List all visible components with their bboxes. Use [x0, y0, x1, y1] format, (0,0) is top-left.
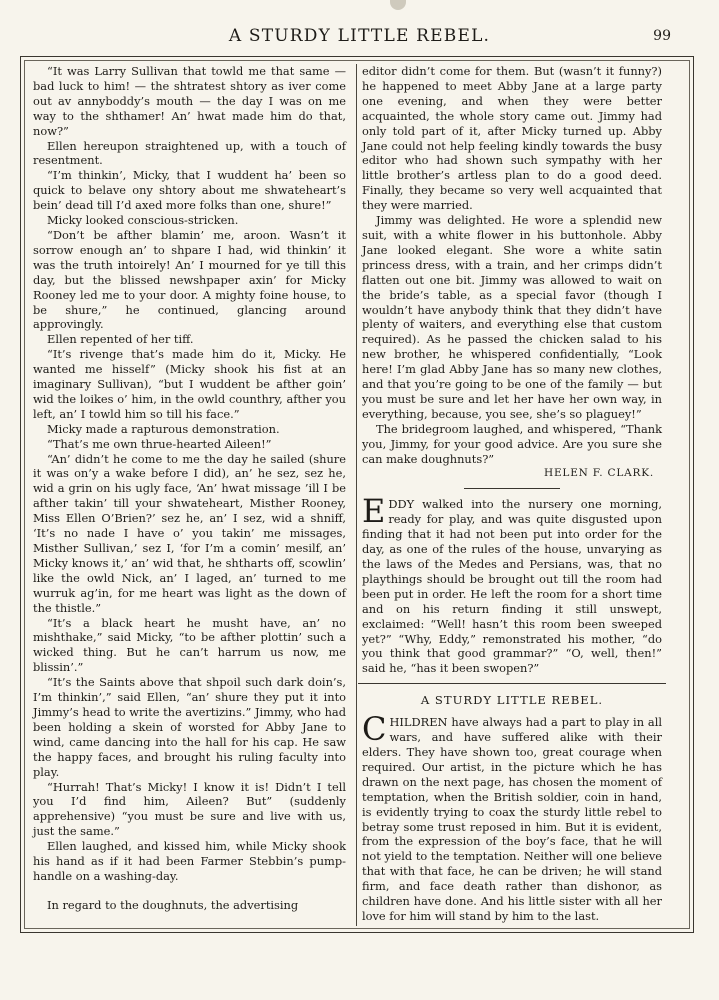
story-paragraph: “Hurrah! That’s Micky! I know it is! Didn’t I tell you I’d find him, Aileen? But” (suddenly apprehensive) “you must be sure and live with us, just the same.”: [33, 779, 346, 839]
column-divider: [356, 64, 357, 926]
paragraph-gap: [33, 884, 346, 898]
left-column: [33, 64, 346, 913]
article-heading: A STURDY LITTLE REBEL.: [420, 693, 604, 708]
page-number: 99: [653, 28, 671, 44]
story-paragraph: “I’m thinkin’, Micky, that I wuddent ha’ been so quick to belave ony shtory about me shwateheart’s bein’ dead till I’d axed more folks than one, shure!”: [33, 168, 346, 213]
story-paragraph: Jimmy was delighted. He wore a splendid new suit, with a white flower in his buttonhole. Abby Jane looked elegant. She wore a white satin princess dress, with a train, and her crimps didn’t flatten out one bit. Jimmy was allowed to wait on the bride’s table, as a special favor (though I wouldn’t have anybody think that they didn’t have plenty of waiters, and everything else that custom required). As he passed the chicken salad to his new brother, he whispered confidentially, “Look here! I’m glad Abby Jane has so many new clothes, and that you’re going to be one of the family — but you must be sure and let her have her own way, in everything, because, you see, she’s so plaguey!”: [362, 213, 662, 421]
right-column: [362, 64, 662, 924]
anecdote-text: DDY walked into the nursery one morning, ready for play, and was quite disgusted upon finding that it had not been put into order for the day, as one of the rules of the house, unvarying as the laws of the Medes and Persians, was, that no playthings should be brought out till the room had been put in order. He left the room for a short time and on his return finding it still unswept, exclaimed: “Well! hasn’t this room been sweeped yet?” “Why, Eddy,” remonstrated his mother, “do you think that good grammar?” “O, well, then!” said he, “has it been swopen?”: [362, 497, 662, 676]
eddy-anecdote: [362, 492, 662, 676]
story-paragraph: Micky looked conscious-stricken.: [47, 213, 239, 228]
article-body: [362, 710, 662, 924]
section-rule: [358, 683, 666, 684]
running-header: [0, 26, 719, 52]
author-signature: HELEN F. CLARK.: [544, 467, 654, 480]
drop-cap: C: [362, 710, 387, 749]
story-paragraph: editor didn’t come for them. But (wasn’t it funny?) he happened to meet Abby Jane at a large party one evening, and when they were better acquainted, the whole story came out. Jimmy had only told part of it, after Micky turned up. Abby Jane could not help feeling kindly towards the busy editor who had shown such sympathy with her little brother’s artless plan to do a good deed. Finally, they became so very well acquainted that they were married.: [362, 64, 662, 213]
story-paragraph: “An’ didn’t he come to me the day he sailed (shure it was on’y a wake before I did), an’ he sez, sez he, wid a grin on his ugly face, ‘An’ hwat missage ’ill I be afther takin’ till your shwateheart, Misther Rooney, Miss Ellen O’Brien?’ sez he, an’ I sez, wid a shniff, ‘It’s no nade I have o’ you takin’ me missages, Misther Sullivan,’ sez I, ‘for I’m a comin’ mesilf, an’ Micky knows it,’ an’ wid that, he shtharts off, scowlin’ like the owld Nick, an’ I laged, an’ turned to me wurruk ag’in, for me heart was light as the down of the thistle.”: [33, 451, 346, 615]
story-paragraph: “Don’t be afther blamin’ me, aroon. Wasn’t it sorrow enough an’ to shpare I had, wid thinkin’ it was the truth intoirely! An’ I mourned for ye till this day, but the blissed newshpaper axin’ for Micky Rooney led me to your door. A mighty foine house, to be shure,” he continued, glancing around approvingly.: [33, 227, 346, 332]
story-paragraph: Ellen hereupon straightened up, with a touch of resentment.: [33, 138, 346, 168]
page-title: A STURDY LITTLE REBEL.: [228, 26, 491, 46]
ink-smudge: [390, 0, 406, 10]
drop-cap: E: [362, 492, 386, 531]
story-paragraph: The bridegroom laughed, and whispered, “Thank you, Jimmy, for your good advice. Are you sure she can make doughnuts?”: [362, 421, 662, 466]
story-paragraph: “It’s rivenge that’s made him do it, Micky. He wanted me hisself” (Micky shook his fist at an imaginary Sullivan), “but I wuddent be afther goin’ wid the loikes o’ him, in the owld counthry, afther you left, an’ I towld him so till his face.”: [33, 347, 346, 421]
story-paragraph: In regard to the doughnuts, the advertising: [47, 897, 299, 912]
story-paragraph: “It’s the Saints above that shpoil such dark doin’s, I’m thinkin’,” said Ellen, “an’ shure they put it into Jimmy’s head to write the avertizins.” Jimmy, who had been holding a skein of worsted for Abby Jane to wind, came dancing into the hall for his cap. He saw the happy faces, and brought his ruling faculty into play.: [33, 675, 346, 779]
story-paragraph: “It’s a black heart he musht have, an’ no mishthake,” said Micky, “to be afther plottin’ such a wicked thing. But he can’t harrum us now, me blissin’.”: [33, 615, 346, 675]
story-paragraph: Ellen laughed, and kissed him, while Micky shook his hand as if it had been Farmer Stebbin’s pump-handle on a washing-day.: [33, 839, 346, 883]
story-paragraph: Ellen repented of her tiff.: [47, 332, 194, 347]
section-rule: [464, 488, 560, 489]
story-paragraph: “It was Larry Sullivan that towld me that same — bad luck to him! — the shtratest shtory as iver come out av annyboddy’s mouth — the day I was on me way to the shthamer! An’ hwat made him do that, now?”: [33, 64, 346, 138]
article-text: HILDREN have always had a part to play in all wars, and have suffered alike with their elders. They have shown too, great courage when required. Our artist, in the picture which he has drawn on the next page, has chosen the moment of temptation, when the British soldier, coin in hand, is evidently trying to coax the sturdy little rebel to betray some trust reposed in him. But it is evident, from the expression of the boy’s face, that he will not yield to the temptation. Neither will one believe that with that face, he can be driven; he will stand firm, and face death rather than dishonor, as children have done. And his little sister with all her love for him will stand by him to the last.: [362, 715, 662, 923]
story-paragraph: Micky made a rapturous demonstration.: [47, 421, 280, 436]
story-paragraph: “That’s me own thrue-hearted Aileen!”: [47, 436, 272, 451]
